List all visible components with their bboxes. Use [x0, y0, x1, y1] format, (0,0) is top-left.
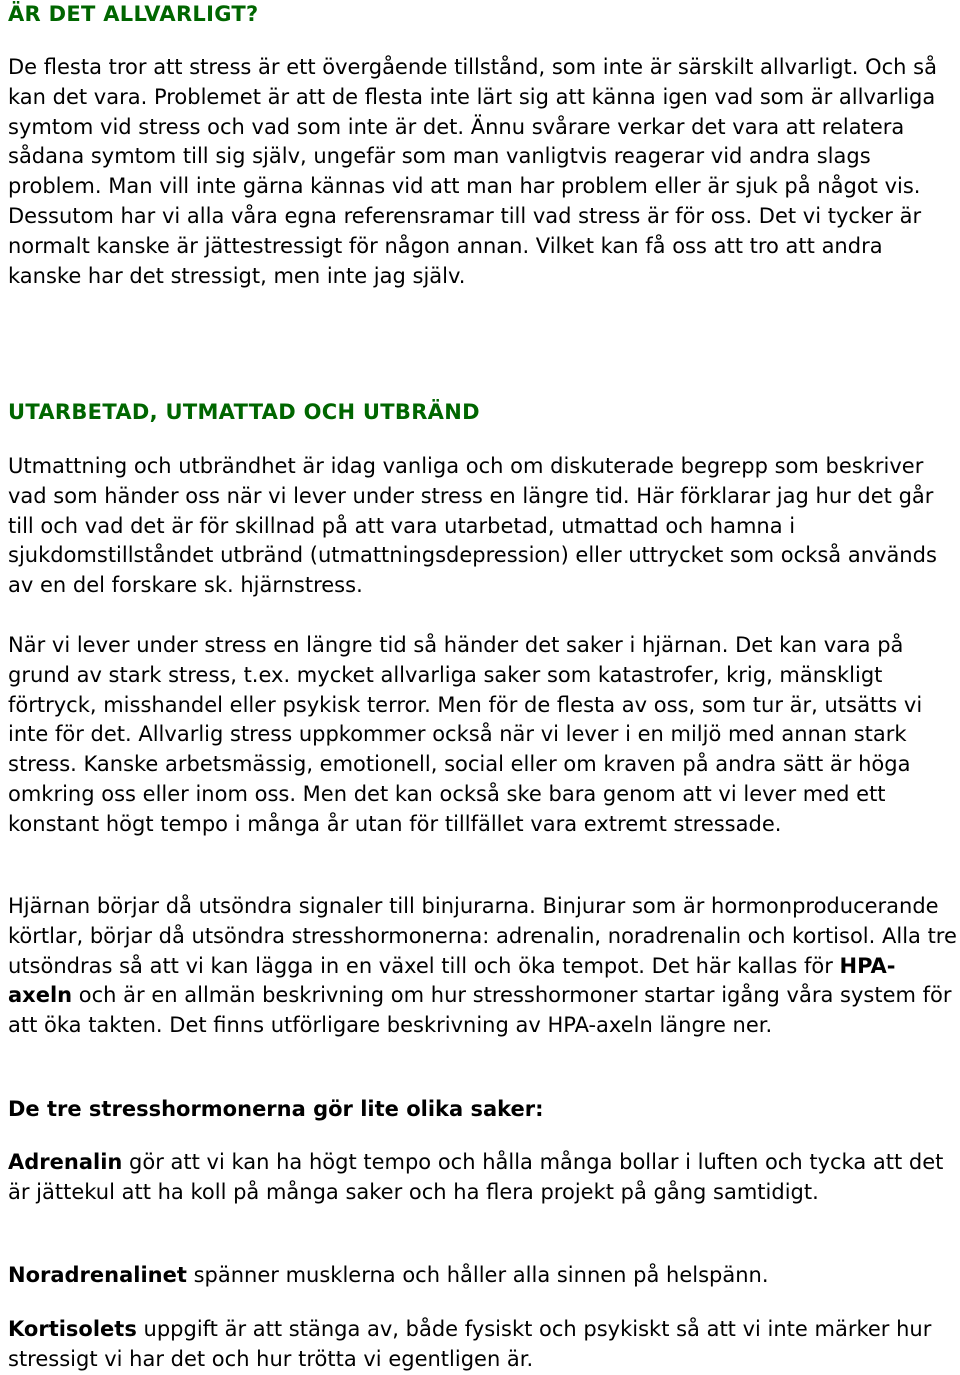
kortisol-term: Kortisolets — [8, 1317, 137, 1341]
hpa-text-after: och är en allmän beskrivning om hur stresshormoner startar igång våra system för att öka takten. Det finns utförligare beskrivning av HPA-axeln längre ner. — [8, 983, 952, 1038]
hormones-subheading-text: De tre stresshormonerna gör lite olika saker: — [8, 1097, 544, 1121]
paragraph-hpa-axis — [8, 892, 958, 1041]
hormones-subheading — [8, 1095, 958, 1125]
paragraph-noradrenalin — [8, 1261, 958, 1291]
adrenalin-term: Adrenalin — [8, 1150, 123, 1174]
section-heading-serious: ÄR DET ALLVARLIGT? — [8, 2, 259, 26]
hpa-axis-term: HPA-axeln — [8, 953, 896, 1008]
paragraph-kortisol — [8, 1315, 958, 1375]
kortisol-description: uppgift är att stänga av, både fysiskt och psykiskt så att vi inte märker hur stressigt vi har det och hur trötta vi egentligen är. — [8, 1317, 932, 1371]
hpa-text-before: Hjärnan börjar då utsöndra signaler till binjurarna. Binjurar som är hormonproducerande körtlar, börjar då utsöndra stresshormonerna: adrenalin, noradrenalin och kortisol. Alla tre utsöndras så att vi kan lägga in en växel till och öka tempot. Det här kallas för — [8, 894, 957, 978]
paragraph-serious: De flesta tror att stress är ett övergående tillstånd, som inte är särskilt allvarligt. Och så kan det vara. Problemet är att de flesta inte lärt sig att känna igen vad som är allvarliga symtom vid stress och vad som inte är det. Ännu svårare verkar det vara att relatera sådana symtom till sig själv, ungefär som man vanligtvis reagerar vid andra slags problem. Man vill inte gärna kännas vid att man har problem eller är sjuk på något vis. Dessutom har vi alla våra egna referensramar till vad stress är för oss. Det vi tycker är normalt kanske är jättestressigt för någon annan. Vilket kan få oss att tro att andra kanske har det stressigt, men inte jag själv. — [8, 55, 937, 288]
paragraph-stress-brain: När vi lever under stress en längre tid så händer det saker i hjärnan. Det kan vara på grund av stark stress, t.ex. mycket allvarliga saker som katastrofer, krig, mänskligt förtryck, misshandel eller psykisk terror. Men för de flesta av oss, som tur är, utsätts vi inte för det. Allvarlig stress uppkommer också när vi lever i en miljö med annan stark stress. Kanske arbetsmässig, emotionell, social eller om kraven på andra sätt är höga omkring oss eller inom oss. Men det kan också ske bara genom att vi lever med ett konstant högt tempo i många år utan för tillfället vara extremt stressade. — [8, 633, 923, 836]
adrenalin-description: gör att vi kan ha högt tempo och hålla många bollar i luften och tycka att det är jättekul att ha koll på många saker och ha flera projekt på gång samtidigt. — [8, 1150, 944, 1204]
noradrenalin-term: Noradrenalinet — [8, 1263, 187, 1287]
paragraph-burnout-intro: Utmattning och utbrändhet är idag vanliga och om diskuterade begrepp som beskriver vad som händer oss när vi lever under stress en längre tid. Här förklarar jag hur det går till och vad det är för skillnad på att vara utarbetad, utmattad och hamna i sjukdomstillståndet utbränd (utmattningsdepression) eller uttrycket som också används av en del forskare sk. hjärnstress. — [8, 454, 937, 598]
noradrenalin-description: spänner musklerna och håller alla sinnen på helspänn. — [186, 1263, 769, 1287]
section-heading-burnout: UTARBETAD, UTMATTAD OCH UTBRÄND — [8, 400, 480, 424]
paragraph-adrenalin — [8, 1148, 958, 1208]
